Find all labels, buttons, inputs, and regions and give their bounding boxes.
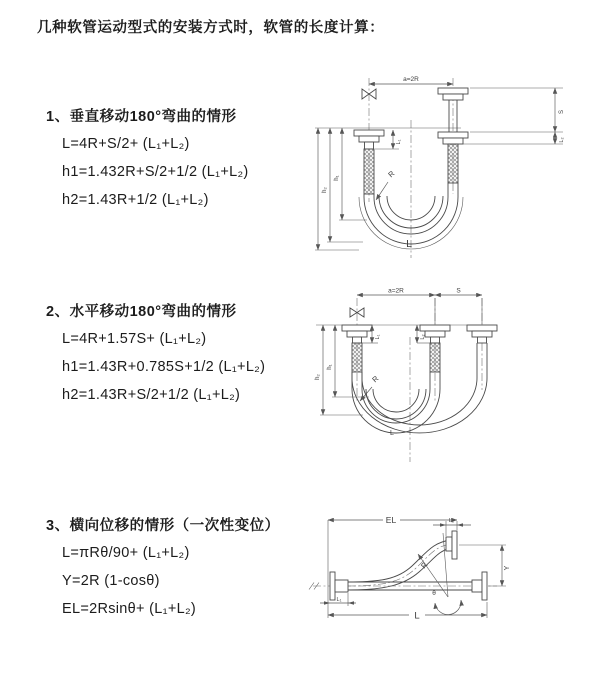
- section-1-heading: 1、垂直移动180°弯曲的情形: [46, 109, 237, 125]
- middle-hose-fitting: [420, 325, 450, 372]
- hose-displaced-position: [348, 540, 451, 590]
- dim-label-h2: h₂: [315, 374, 321, 380]
- dim-label-l1: L₁: [375, 334, 381, 340]
- section-horizontal-180: [46, 304, 265, 415]
- dim-label-h1: h₁: [334, 175, 340, 181]
- u-bend-hose-position2: [352, 343, 487, 433]
- dim-label-h1: h₁: [327, 364, 333, 370]
- formula-y: Y=2R (1-cosθ): [62, 573, 160, 589]
- dimension-lines: [315, 76, 565, 250]
- section-lateral-displacement: [46, 518, 280, 629]
- page-title: 几种软管运动型式的安装方式时，软管的长度计算：: [37, 20, 385, 36]
- section-2-heading: 2、水平移动180°弯曲的情形: [46, 304, 237, 320]
- left-hose-fitting: [342, 325, 372, 372]
- dim-label-y: Y: [504, 565, 511, 571]
- section-3-heading: 3、横向位移的情形（一次性变位）: [46, 518, 280, 534]
- length-label: L: [406, 238, 412, 250]
- centerlines: [369, 78, 453, 258]
- length-label: L: [390, 430, 394, 437]
- upper-hose-fitting: [446, 531, 457, 559]
- dim-label-l2: L₂: [448, 518, 455, 524]
- radius-label: R: [386, 168, 397, 180]
- braided-hose-section: [430, 343, 440, 372]
- formula-l: L=4R+S/2+ (L₁+L₂): [62, 136, 190, 152]
- right-hose-fitting: [467, 325, 497, 343]
- formula-h2: h2=1.43R+S/2+1/2 (L₁+L₂): [62, 387, 241, 403]
- formula-h2: h2=1.43R+1/2 (L₁+L₂): [62, 192, 209, 208]
- length-label: L: [414, 610, 420, 622]
- left-hose-fitting: [354, 130, 384, 194]
- section-vertical-180: [46, 109, 249, 220]
- dimension-lines: [315, 288, 490, 438]
- dim-label-l1: L₁: [396, 139, 402, 145]
- left-hose-fitting: [330, 572, 348, 600]
- formula-el: EL=2Rsinθ+ (L₁+L₂): [62, 601, 197, 617]
- dim-label-h2: h₂: [322, 187, 328, 193]
- right-hose-fitting: [472, 572, 487, 600]
- dim-label-el: EL: [385, 515, 397, 525]
- diagram-vertical-180-bend: [313, 70, 600, 262]
- formula-h1: h1=1.432R+S/2+1/2 (L₁+L₂): [62, 164, 249, 180]
- right-hose-fitting-lower: [438, 132, 468, 183]
- dim-label-s: S: [456, 287, 461, 295]
- formula-l: L=4R+1.57S+ (L₁+L₂): [62, 331, 207, 347]
- angle-label-theta: θ: [432, 590, 436, 597]
- diagram-horizontal-180-bend: [313, 282, 600, 474]
- dim-label-s: S: [559, 109, 565, 115]
- dim-label-l2: L₂: [420, 334, 426, 340]
- dim-label-l2: L₂: [559, 137, 565, 143]
- formula-h1: h1=1.43R+0.785S+1/2 (L₁+L₂): [62, 359, 266, 375]
- braided-hose-section: [448, 144, 458, 183]
- dim-label-a2r: a=2R: [388, 287, 404, 295]
- braided-hose-section: [352, 343, 362, 372]
- formula-l: L=πRθ/90+ (L₁+L₂): [62, 545, 190, 561]
- braided-hose-section: [364, 149, 374, 194]
- radius-label: R: [418, 560, 430, 571]
- radius-label: R: [370, 373, 381, 385]
- u-bend-hose-position1: [352, 372, 440, 433]
- dim-label-a2r: a=2R: [403, 76, 419, 83]
- dim-label-l1: L₁: [336, 597, 342, 603]
- diagram-lateral-displacement: [305, 505, 600, 650]
